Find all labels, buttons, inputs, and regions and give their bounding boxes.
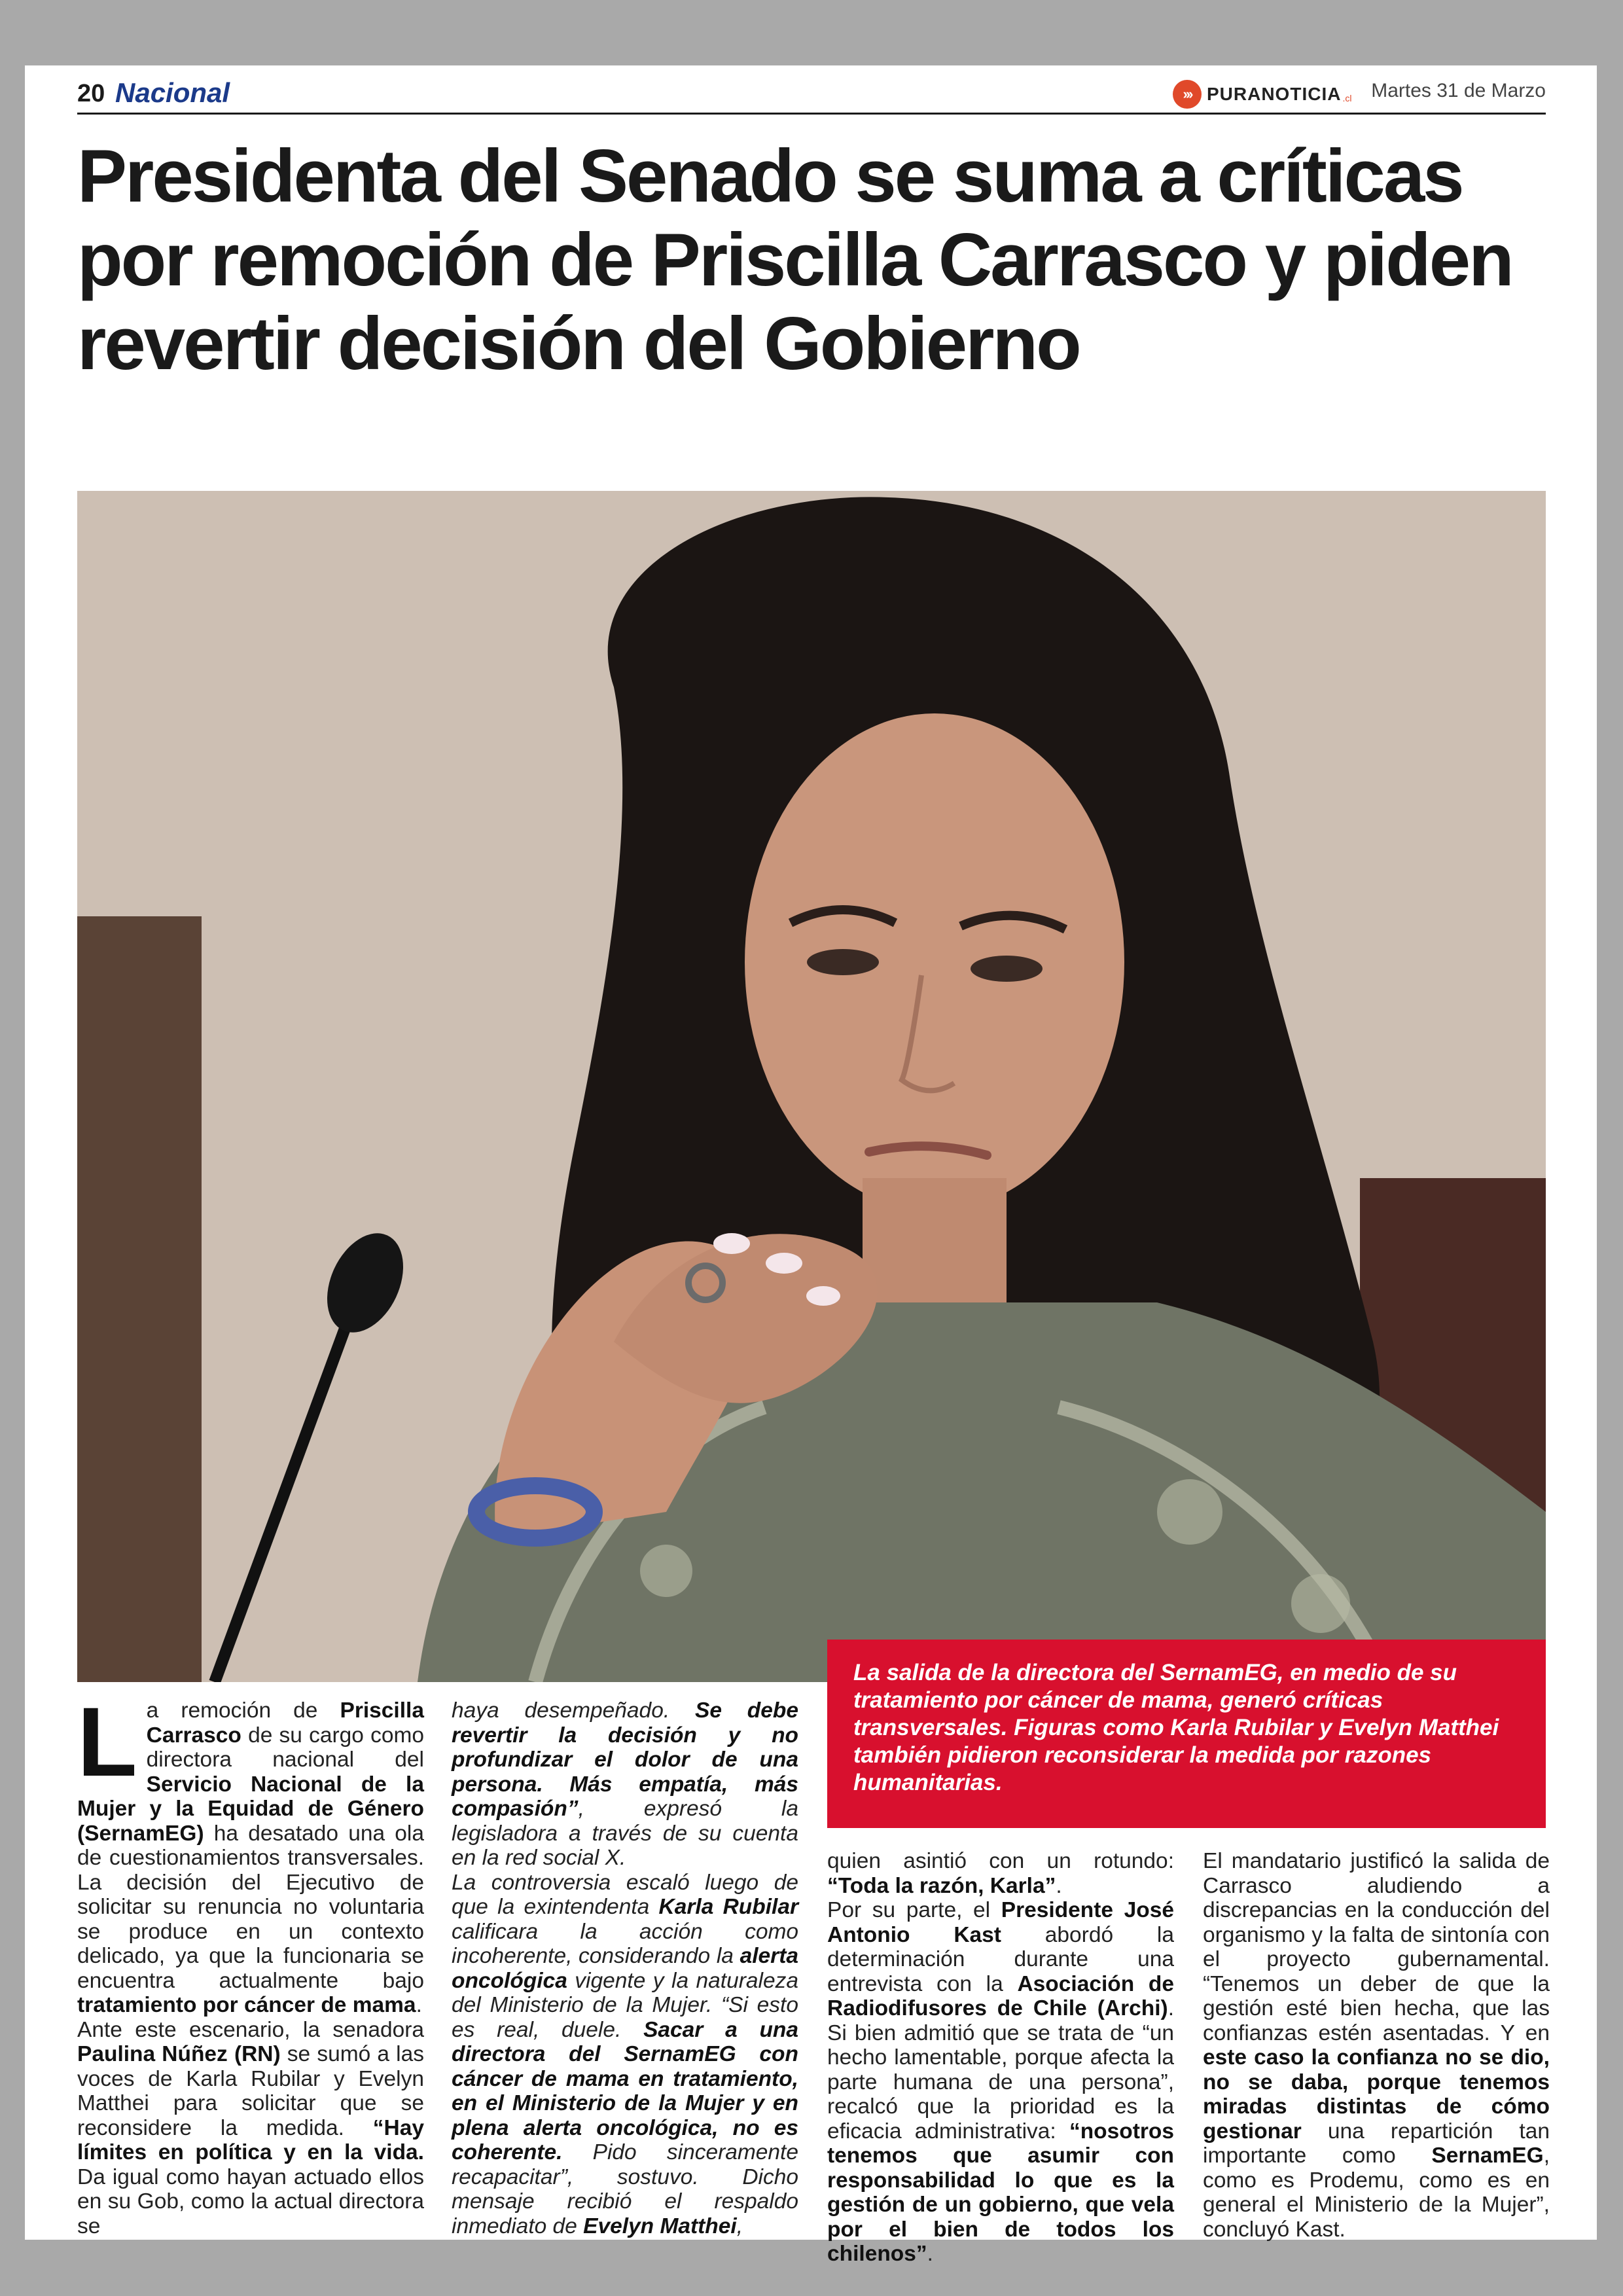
body-text: se sumó a las voces de Karla Rubilar y Evelyn Matthei para solicitar que se reconsidere la medida. (77, 2042, 425, 2140)
bold-text: alerta oncológica (452, 1944, 798, 1993)
body-text: . (927, 2242, 933, 2266)
body-text: una repartición tan importante como (1203, 2119, 1550, 2168)
article-column-3 (827, 1849, 1174, 2267)
body-text: La controversia escaló luego de que la exintendenta (452, 1870, 798, 1919)
drop-cap: L (77, 1687, 137, 1797)
body-text: abordó la determinación durante una entrevista con la (827, 1922, 1174, 1996)
body-text: ha desatado una ola de cuestionamientos transversales. La decisión del Ejecutivo de solicitar su renuncia no voluntaria se produce en un contexto delicado, ya que la funcionaria se encuentra actualmente bajo (77, 1821, 424, 1993)
bold-text: SernamEG (1431, 2144, 1544, 2168)
body-text: , (736, 2214, 743, 2238)
paragraph (452, 1871, 798, 2239)
body-text: , expresó la legisladora a través de su cuenta en la red social X. (452, 1797, 798, 1870)
page-number: 20 (77, 80, 105, 107)
body-text: vigente y la naturaleza del Ministerio de la Mujer. “Si esto es real, duele. (452, 1968, 798, 2042)
body-text: El mandatario justificó la salida de Carrasco aludiendo a discrepancias en la conducción del organismo y la falta de sintonía con el proyecto gubernamental. “Tenemos un deber de que la gestión esté bien hecha, que las confianzas estén asentadas. Y en (1203, 1849, 1550, 2045)
bold-text: Se debe revertir la decisión y no profundizar el dolor de una persona. Más empatía, más compasión” (452, 1698, 798, 1821)
body-text: . (1056, 1873, 1062, 1898)
page-header (77, 73, 1546, 115)
paragraph (827, 1849, 1174, 1898)
bold-text: este caso la confianza no se dio, no se daba, porque tenemos miradas distintas de cómo gestionar (1203, 2045, 1550, 2144)
body-text: a remoción de (146, 1698, 340, 1723)
issue-date: Martes 31 de Marzo (1371, 80, 1546, 101)
section-label: Nacional (115, 77, 230, 108)
bold-text: Servicio Nacional de la Mujer y la Equidad de Género (SernamEG) (77, 1772, 424, 1846)
bold-text: Paulina Núñez (RN) (77, 2042, 281, 2066)
article-column-1 (77, 1687, 425, 2238)
portrait-illustration (77, 491, 1546, 1682)
paragraph (1203, 1849, 1550, 2242)
bold-text: Presidente José Antonio Kast (827, 1898, 1174, 1947)
body-text: calificara la acción como incoherente, considerando la (452, 1919, 798, 1968)
bold-text: Evelyn Matthei (583, 2214, 737, 2238)
article-photo (77, 491, 1546, 1682)
photo-caption: La salida de la directora del SernamEG, en medio de su tratamiento por cáncer de mama, generó críticas transversales. Figuras como Karla Rubilar y Evelyn Matthei también pidieron reconsiderar la medida por razones humanitarias. (827, 1640, 1546, 1828)
bold-text: “Toda la razón, Karla” (827, 1873, 1056, 1898)
article-column-4 (1203, 1849, 1550, 2242)
body-text: . Si bien admitió que se trata de “un hecho lamentable, porque afecta la parte humana de una persona”, recalcó que la prioridad es la eficacia administrativa: (827, 1996, 1174, 2144)
body-text: , como es Prodemu, como es en general el Ministerio de la Mujer”, concluyó Kast. (1203, 2144, 1550, 2242)
body-text: quien asintió con un rotundo: (827, 1849, 1174, 1873)
chevrons-icon: ››› (1173, 80, 1202, 109)
paragraph (827, 1898, 1174, 2267)
brand-name: PURANOTICIA (1207, 84, 1342, 104)
bold-text: Karla Rubilar (658, 1895, 798, 1919)
body-text: Por su parte, el (827, 1898, 1001, 1922)
bold-text: Sacar a una directora del SernamEG con cáncer de mama en tratamiento, en el Ministerio de la Mujer y en plena alerta oncológica, no es coherente. (452, 2017, 799, 2164)
body-text: Ante este escenario, la senadora (77, 2017, 424, 2042)
body-text: . (416, 1993, 422, 2017)
bold-text: tratamiento por cáncer de mama (77, 1993, 416, 2017)
body-text: Pido sinceramente recapacitar”, sostuvo. Dicho mensaje recibió el respaldo inmediato de (452, 2140, 798, 2238)
body-text: de su cargo como directora nacional del (146, 1723, 424, 1772)
paragraph (452, 1698, 798, 1871)
bold-text: Asociación de Radiodifusores de Chile (Archi) (827, 1971, 1174, 2020)
brand-logo (1173, 80, 1351, 109)
paragraph (77, 2018, 424, 2239)
bold-text: “Hay límites en política y en la vida. (77, 2115, 424, 2164)
headline: Presidenta del Senado se suma a críticas por remoción de Priscilla Carrasco y piden revertir decisión del Gobierno (77, 135, 1512, 386)
article-column-2 (452, 1698, 798, 2238)
body-text: Da igual como hayan actuado ellos en su Gob, como la actual directora se (77, 2164, 424, 2238)
bold-text: Priscilla Carrasco (146, 1698, 424, 1748)
bold-text: “nosotros tenemos que asumir con responsabilidad lo que es la gestión de un gobierno, que vela por el bien de todos los chilenos” (827, 2119, 1174, 2266)
body-text: haya desempeñado. (452, 1698, 695, 1723)
header-rule (77, 113, 1546, 115)
brand-tld: .cl (1342, 93, 1352, 103)
